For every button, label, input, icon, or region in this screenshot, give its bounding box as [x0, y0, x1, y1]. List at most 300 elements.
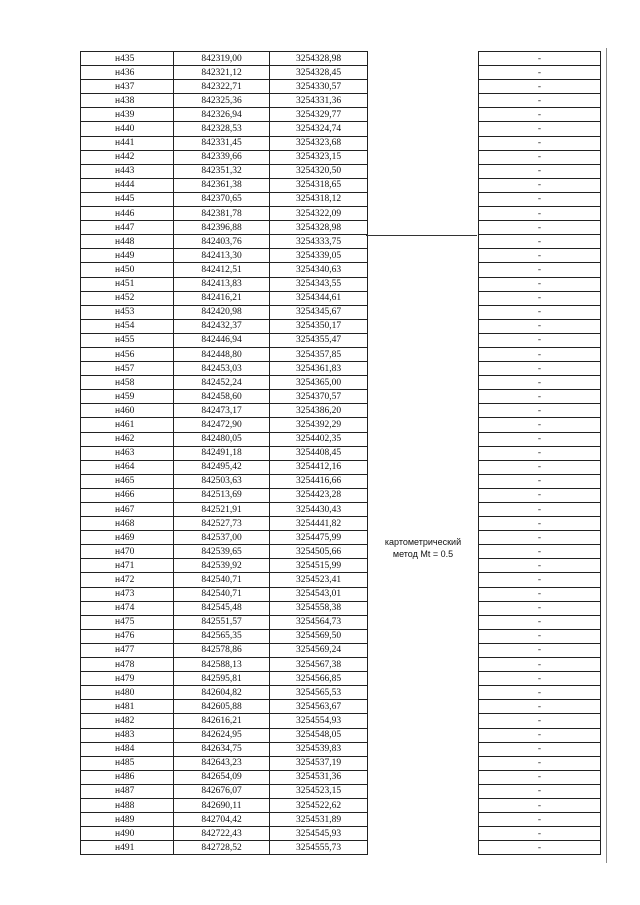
method-cell — [368, 460, 479, 474]
note-cell: - — [479, 488, 601, 502]
method-cell — [368, 362, 479, 376]
table-row — [81, 333, 601, 347]
table-row — [81, 686, 601, 700]
method-cell — [368, 164, 479, 178]
note-cell: - — [479, 94, 601, 108]
note-cell: - — [479, 362, 601, 376]
point-number-cell: н470 — [81, 545, 174, 559]
note-cell: - — [479, 827, 601, 841]
note-cell: - — [479, 277, 601, 291]
y-coordinate-cell: 3254365,00 — [270, 376, 368, 390]
method-cell — [368, 587, 479, 601]
x-coordinate-cell: 842605,88 — [174, 700, 270, 714]
y-coordinate-cell: 3254350,17 — [270, 319, 368, 333]
table-row — [81, 587, 601, 601]
y-coordinate-cell: 3254340,63 — [270, 263, 368, 277]
method-cell — [368, 503, 479, 517]
x-coordinate-cell: 842325,36 — [174, 94, 270, 108]
x-coordinate-cell: 842326,94 — [174, 108, 270, 122]
y-coordinate-cell: 3254566,85 — [270, 672, 368, 686]
y-coordinate-cell: 3254515,99 — [270, 559, 368, 573]
x-coordinate-cell: 842339,66 — [174, 150, 270, 164]
note-cell: - — [479, 291, 601, 305]
x-coordinate-cell: 842537,00 — [174, 531, 270, 545]
method-cell — [368, 66, 479, 80]
point-number-cell: н455 — [81, 333, 174, 347]
method-cell — [368, 136, 479, 150]
note-cell: - — [479, 404, 601, 418]
method-cell — [368, 333, 479, 347]
method-cell — [368, 192, 479, 206]
note-cell: - — [479, 841, 601, 855]
note-cell: - — [479, 263, 601, 277]
note-cell: - — [479, 66, 601, 80]
x-coordinate-cell: 842473,17 — [174, 404, 270, 418]
table-row — [81, 178, 601, 192]
x-coordinate-cell: 842452,24 — [174, 376, 270, 390]
point-number-cell: н454 — [81, 319, 174, 333]
point-number-cell: н472 — [81, 573, 174, 587]
y-coordinate-cell: 3254522,62 — [270, 798, 368, 812]
point-number-cell: н442 — [81, 150, 174, 164]
x-coordinate-cell: 842539,65 — [174, 545, 270, 559]
table-row — [81, 517, 601, 531]
table-row — [81, 362, 601, 376]
note-cell: - — [479, 376, 601, 390]
x-coordinate-cell: 842654,09 — [174, 770, 270, 784]
note-cell: - — [479, 390, 601, 404]
y-coordinate-cell: 3254330,57 — [270, 80, 368, 94]
y-coordinate-cell: 3254357,85 — [270, 347, 368, 361]
point-number-cell: н478 — [81, 658, 174, 672]
point-number-cell: н457 — [81, 362, 174, 376]
point-number-cell: н448 — [81, 235, 174, 249]
x-coordinate-cell: 842565,35 — [174, 629, 270, 643]
note-cell: - — [479, 474, 601, 488]
table-row — [81, 813, 601, 827]
y-coordinate-cell: 3254523,15 — [270, 784, 368, 798]
point-number-cell: н483 — [81, 728, 174, 742]
note-cell: - — [479, 333, 601, 347]
point-number-cell: н468 — [81, 517, 174, 531]
table-row — [81, 376, 601, 390]
note-cell: - — [479, 770, 601, 784]
x-coordinate-cell: 842634,75 — [174, 742, 270, 756]
method-cell — [368, 615, 479, 629]
method-cell — [368, 629, 479, 643]
table-row — [81, 841, 601, 855]
table-row — [81, 418, 601, 432]
x-coordinate-cell: 842448,80 — [174, 347, 270, 361]
x-coordinate-cell: 842458,60 — [174, 390, 270, 404]
table-row — [81, 601, 601, 615]
method-cell — [368, 742, 479, 756]
table-row — [81, 52, 601, 66]
x-coordinate-cell: 842331,45 — [174, 136, 270, 150]
x-coordinate-cell: 842540,71 — [174, 587, 270, 601]
x-coordinate-cell: 842480,05 — [174, 432, 270, 446]
x-coordinate-cell: 842643,23 — [174, 756, 270, 770]
table-row — [81, 742, 601, 756]
x-coordinate-cell: 842420,98 — [174, 305, 270, 319]
method-cell — [368, 827, 479, 841]
method-cell — [368, 291, 479, 305]
x-coordinate-cell: 842351,32 — [174, 164, 270, 178]
note-cell: - — [479, 587, 601, 601]
point-number-cell: н477 — [81, 643, 174, 657]
point-number-cell: н453 — [81, 305, 174, 319]
method-cell — [368, 376, 479, 390]
note-cell: - — [479, 700, 601, 714]
point-number-cell: н460 — [81, 404, 174, 418]
x-coordinate-cell: 842545,48 — [174, 601, 270, 615]
method-cell — [368, 672, 479, 686]
note-cell: - — [479, 192, 601, 206]
point-number-cell: н486 — [81, 770, 174, 784]
point-number-cell: н449 — [81, 249, 174, 263]
y-coordinate-cell: 3254554,93 — [270, 714, 368, 728]
y-coordinate-cell: 3254392,29 — [270, 418, 368, 432]
point-number-cell: н441 — [81, 136, 174, 150]
point-number-cell: н481 — [81, 700, 174, 714]
y-coordinate-cell: 3254355,47 — [270, 333, 368, 347]
table-row — [81, 122, 601, 136]
note-cell: - — [479, 601, 601, 615]
method-cell — [368, 418, 479, 432]
y-coordinate-cell: 3254564,73 — [270, 615, 368, 629]
x-coordinate-cell: 842676,07 — [174, 784, 270, 798]
x-coordinate-cell: 842370,65 — [174, 192, 270, 206]
note-cell: - — [479, 728, 601, 742]
point-number-cell: н443 — [81, 164, 174, 178]
table-row — [81, 714, 601, 728]
method-cell — [368, 178, 479, 192]
x-coordinate-cell: 842322,71 — [174, 80, 270, 94]
point-number-cell: н451 — [81, 277, 174, 291]
method-cell — [368, 108, 479, 122]
table-row — [81, 263, 601, 277]
note-cell: - — [479, 432, 601, 446]
method-cell — [368, 52, 479, 66]
x-coordinate-cell: 842595,81 — [174, 672, 270, 686]
x-coordinate-cell: 842624,95 — [174, 728, 270, 742]
y-coordinate-cell: 3254523,41 — [270, 573, 368, 587]
point-number-cell: н463 — [81, 446, 174, 460]
table-row — [81, 545, 601, 559]
y-coordinate-cell: 3254537,19 — [270, 756, 368, 770]
point-number-cell: н465 — [81, 474, 174, 488]
point-number-cell: н445 — [81, 192, 174, 206]
method-cell — [368, 784, 479, 798]
method-cell — [368, 700, 479, 714]
note-cell: - — [479, 178, 601, 192]
y-coordinate-cell: 3254423,28 — [270, 488, 368, 502]
note-cell: - — [479, 559, 601, 573]
note-cell: - — [479, 531, 601, 545]
y-coordinate-cell: 3254475,99 — [270, 531, 368, 545]
method-cell — [368, 319, 479, 333]
point-number-cell: н452 — [81, 291, 174, 305]
x-coordinate-cell: 842728,52 — [174, 841, 270, 855]
y-coordinate-cell: 3254318,65 — [270, 178, 368, 192]
x-coordinate-cell: 842453,03 — [174, 362, 270, 376]
table-row — [81, 446, 601, 460]
method-cell — [368, 601, 479, 615]
y-coordinate-cell: 3254441,82 — [270, 517, 368, 531]
method-cell — [368, 347, 479, 361]
x-coordinate-cell: 842578,86 — [174, 643, 270, 657]
y-coordinate-cell: 3254531,36 — [270, 770, 368, 784]
table-row — [81, 66, 601, 80]
table-row — [81, 488, 601, 502]
point-number-cell: н444 — [81, 178, 174, 192]
point-number-cell: н475 — [81, 615, 174, 629]
method-cell — [368, 277, 479, 291]
table-row — [81, 700, 601, 714]
x-coordinate-cell: 842413,30 — [174, 249, 270, 263]
method-cell — [368, 714, 479, 728]
table-row — [81, 503, 601, 517]
method-cell — [368, 798, 479, 812]
table-row — [81, 305, 601, 319]
table-row — [81, 347, 601, 361]
note-cell: - — [479, 517, 601, 531]
x-coordinate-cell: 842416,21 — [174, 291, 270, 305]
note-cell: - — [479, 672, 601, 686]
note-cell: - — [479, 164, 601, 178]
coordinates-table — [80, 51, 601, 855]
accuracy-method-note — [370, 536, 476, 560]
note-cell: - — [479, 221, 601, 235]
point-number-cell: н466 — [81, 488, 174, 502]
x-coordinate-cell: 842361,38 — [174, 178, 270, 192]
method-cell — [368, 150, 479, 164]
point-number-cell: н459 — [81, 390, 174, 404]
y-coordinate-cell: 3254543,01 — [270, 587, 368, 601]
y-coordinate-cell: 3254565,53 — [270, 686, 368, 700]
point-number-cell: н450 — [81, 263, 174, 277]
y-coordinate-cell: 3254339,05 — [270, 249, 368, 263]
y-coordinate-cell: 3254558,38 — [270, 601, 368, 615]
y-coordinate-cell: 3254569,24 — [270, 643, 368, 657]
note-cell: - — [479, 573, 601, 587]
coordinates-table-body — [81, 52, 601, 855]
note-cell: - — [479, 207, 601, 221]
table-row — [81, 784, 601, 798]
x-coordinate-cell: 842521,91 — [174, 503, 270, 517]
y-coordinate-cell: 3254548,05 — [270, 728, 368, 742]
x-coordinate-cell: 842540,71 — [174, 573, 270, 587]
table-row — [81, 798, 601, 812]
note-cell: - — [479, 813, 601, 827]
point-number-cell: н458 — [81, 376, 174, 390]
x-coordinate-cell: 842328,53 — [174, 122, 270, 136]
table-row — [81, 235, 601, 249]
note-cell: - — [479, 643, 601, 657]
point-number-cell: н471 — [81, 559, 174, 573]
y-coordinate-cell: 3254531,89 — [270, 813, 368, 827]
point-number-cell: н446 — [81, 207, 174, 221]
point-number-cell: н490 — [81, 827, 174, 841]
point-number-cell: н435 — [81, 52, 174, 66]
x-coordinate-cell: 842412,51 — [174, 263, 270, 277]
method-cell — [368, 658, 479, 672]
table-row — [81, 728, 601, 742]
point-number-cell: н487 — [81, 784, 174, 798]
y-coordinate-cell: 3254343,55 — [270, 277, 368, 291]
table-row — [81, 221, 601, 235]
y-coordinate-cell: 3254408,45 — [270, 446, 368, 460]
y-coordinate-cell: 3254412,16 — [270, 460, 368, 474]
table-row — [81, 615, 601, 629]
table-row — [81, 474, 601, 488]
y-coordinate-cell: 3254386,20 — [270, 404, 368, 418]
note-cell: - — [479, 122, 601, 136]
y-coordinate-cell: 3254555,73 — [270, 841, 368, 855]
note-cell: - — [479, 52, 601, 66]
method-cell — [368, 474, 479, 488]
point-number-cell: н476 — [81, 629, 174, 643]
x-coordinate-cell: 842472,90 — [174, 418, 270, 432]
y-coordinate-cell: 3254563,67 — [270, 700, 368, 714]
x-coordinate-cell: 842432,37 — [174, 319, 270, 333]
y-coordinate-cell: 3254569,50 — [270, 629, 368, 643]
y-coordinate-cell: 3254323,68 — [270, 136, 368, 150]
method-cell — [368, 643, 479, 657]
note-cell: - — [479, 658, 601, 672]
table-row — [81, 150, 601, 164]
point-number-cell: н440 — [81, 122, 174, 136]
method-cell — [368, 207, 479, 221]
table-row — [81, 319, 601, 333]
y-coordinate-cell: 3254320,50 — [270, 164, 368, 178]
table-row — [81, 531, 601, 545]
table-row — [81, 136, 601, 150]
point-number-cell: н437 — [81, 80, 174, 94]
method-accuracy: метод Mt = 0.5 — [392, 549, 454, 559]
note-cell: - — [479, 798, 601, 812]
point-number-cell: н491 — [81, 841, 174, 855]
note-cell: - — [479, 714, 601, 728]
x-coordinate-cell: 842588,13 — [174, 658, 270, 672]
method-cell — [368, 235, 479, 249]
note-cell: - — [479, 503, 601, 517]
x-coordinate-cell: 842319,00 — [174, 52, 270, 66]
x-coordinate-cell: 842604,82 — [174, 686, 270, 700]
table-row — [81, 770, 601, 784]
table-row — [81, 827, 601, 841]
y-coordinate-cell: 3254324,74 — [270, 122, 368, 136]
method-cell — [368, 446, 479, 460]
x-coordinate-cell: 842690,11 — [174, 798, 270, 812]
y-coordinate-cell: 3254567,38 — [270, 658, 368, 672]
x-coordinate-cell: 842527,73 — [174, 517, 270, 531]
table-row — [81, 80, 601, 94]
point-number-cell: н488 — [81, 798, 174, 812]
method-cell — [368, 517, 479, 531]
method-cell — [368, 841, 479, 855]
point-number-cell: н480 — [81, 686, 174, 700]
table-row — [81, 207, 601, 221]
note-cell: - — [479, 150, 601, 164]
x-coordinate-cell: 842396,88 — [174, 221, 270, 235]
method-cell — [368, 305, 479, 319]
point-number-cell: н447 — [81, 221, 174, 235]
y-coordinate-cell: 3254318,12 — [270, 192, 368, 206]
table-row — [81, 164, 601, 178]
method-name: картометрический — [384, 537, 462, 547]
y-coordinate-cell: 3254416,66 — [270, 474, 368, 488]
method-column-divider — [366, 235, 477, 236]
y-coordinate-cell: 3254344,61 — [270, 291, 368, 305]
method-cell — [368, 122, 479, 136]
method-cell — [368, 249, 479, 263]
point-number-cell: н474 — [81, 601, 174, 615]
table-row — [81, 559, 601, 573]
table-row — [81, 643, 601, 657]
note-cell: - — [479, 460, 601, 474]
note-cell: - — [479, 629, 601, 643]
point-number-cell: н461 — [81, 418, 174, 432]
y-coordinate-cell: 3254328,98 — [270, 221, 368, 235]
table-row — [81, 94, 601, 108]
note-cell: - — [479, 784, 601, 798]
table-row — [81, 108, 601, 122]
x-coordinate-cell: 842513,69 — [174, 488, 270, 502]
method-cell — [368, 559, 479, 573]
method-cell — [368, 770, 479, 784]
method-cell — [368, 686, 479, 700]
y-coordinate-cell: 3254539,83 — [270, 742, 368, 756]
x-coordinate-cell: 842491,18 — [174, 446, 270, 460]
method-cell — [368, 573, 479, 587]
point-number-cell: н469 — [81, 531, 174, 545]
x-coordinate-cell: 842495,42 — [174, 460, 270, 474]
point-number-cell: н438 — [81, 94, 174, 108]
y-coordinate-cell: 3254328,45 — [270, 66, 368, 80]
x-coordinate-cell: 842403,76 — [174, 235, 270, 249]
method-cell — [368, 756, 479, 770]
coordinates-table-sheet — [80, 51, 598, 855]
y-coordinate-cell: 3254331,36 — [270, 94, 368, 108]
x-coordinate-cell: 842539,92 — [174, 559, 270, 573]
table-row — [81, 573, 601, 587]
table-row — [81, 460, 601, 474]
table-row — [81, 629, 601, 643]
note-cell: - — [479, 136, 601, 150]
x-coordinate-cell: 842321,12 — [174, 66, 270, 80]
note-cell: - — [479, 319, 601, 333]
method-cell — [368, 94, 479, 108]
point-number-cell: н479 — [81, 672, 174, 686]
point-number-cell: н467 — [81, 503, 174, 517]
table-row — [81, 291, 601, 305]
method-cell — [368, 432, 479, 446]
x-coordinate-cell: 842551,57 — [174, 615, 270, 629]
note-cell: - — [479, 756, 601, 770]
x-coordinate-cell: 842413,83 — [174, 277, 270, 291]
note-cell: - — [479, 418, 601, 432]
page-edge-line — [606, 48, 607, 863]
point-number-cell: н489 — [81, 813, 174, 827]
point-number-cell: н436 — [81, 66, 174, 80]
point-number-cell: н464 — [81, 460, 174, 474]
table-row — [81, 192, 601, 206]
x-coordinate-cell: 842381,78 — [174, 207, 270, 221]
method-cell — [368, 728, 479, 742]
note-cell: - — [479, 249, 601, 263]
x-coordinate-cell: 842722,43 — [174, 827, 270, 841]
